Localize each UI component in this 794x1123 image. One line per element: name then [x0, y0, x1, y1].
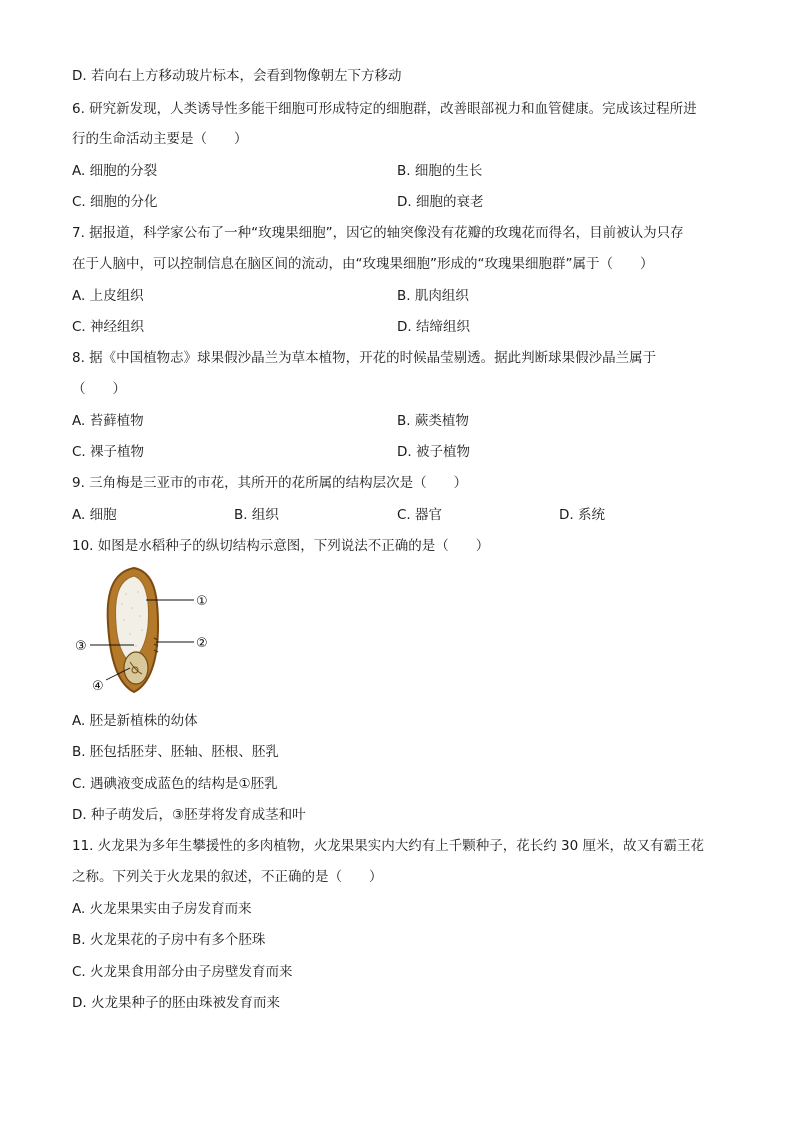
q11-option-c: C. 火龙果食用部分由子房壁发育而来: [72, 964, 293, 980]
q6-option-a: A. 细胞的分裂: [72, 163, 158, 179]
q11-option-b: B. 火龙果花的子房中有多个胚珠: [72, 932, 266, 948]
q7-option-b: B. 肌肉组织: [397, 288, 469, 304]
q9-option-c: C. 器官: [397, 507, 443, 523]
q9-option-d: D. 系统: [559, 507, 605, 523]
q7-option-d: D. 结缔组织: [397, 319, 470, 335]
q8-stem-line1: 8. 据《中国植物志》球果假沙晶兰为草本植物，开花的时候晶莹剔透。据此判断球果假沙晶兰属于: [72, 350, 657, 366]
label-1: ①: [196, 594, 208, 609]
q9-option-a: A. 细胞: [72, 507, 117, 523]
rice-seed-diagram: [72, 564, 222, 696]
q11-option-a: A. 火龙果果实由子房发育而来: [72, 901, 252, 917]
q5-option-d: D. 若向右上方移动玻片标本，会看到物像朝左下方移动: [72, 68, 402, 84]
seed-embryo: [124, 652, 148, 684]
q11-stem-line2: 之称。下列关于火龙果的叙述，不正确的是（ ）: [72, 869, 383, 885]
q9-option-b: B. 组织: [234, 507, 279, 523]
q10-stem: 10. 如图是水稻种子的纵切结构示意图，下列说法不正确的是（ ）: [72, 538, 490, 554]
label-2: ②: [196, 636, 208, 651]
q6-option-b: B. 细胞的生长: [397, 163, 483, 179]
q8-option-a: A. 苔藓植物: [72, 413, 144, 429]
q11-option-d: D. 火龙果种子的胚由珠被发育而来: [72, 995, 280, 1011]
q8-stem-line2: （ ）: [72, 381, 126, 397]
q10-option-d: D. 种子萌发后，③胚芽将发育成茎和叶: [72, 807, 306, 823]
q9-stem: 9. 三角梅是三亚市的市花，其所开的花所属的结构层次是（ ）: [72, 475, 468, 491]
label-4: ④: [92, 679, 104, 694]
q10-option-a: A. 胚是新植株的幼体: [72, 713, 198, 729]
q6-option-c: C. 细胞的分化: [72, 194, 158, 210]
q6-stem-line2: 行的生命活动主要是（ ）: [72, 131, 248, 147]
q8-option-b: B. 蕨类植物: [397, 413, 469, 429]
label-3: ③: [75, 639, 87, 654]
q7-option-a: A. 上皮组织: [72, 288, 144, 304]
q6-stem-line1: 6. 研究新发现，人类诱导性多能干细胞可形成特定的细胞群，改善眼部视力和血管健康。完成该过程所进: [72, 101, 697, 117]
q7-stem-line2: 在于人脑中，可以控制信息在脑区间的流动，由“玫瑰果细胞”形成的“玫瑰果细胞群”属于（ ）: [72, 256, 654, 272]
q10-option-b: B. 胚包括胚芽、胚轴、胚根、胚乳: [72, 744, 279, 760]
q8-option-c: C. 裸子植物: [72, 444, 145, 460]
q8-option-d: D. 被子植物: [397, 444, 470, 460]
q11-stem-line1: 11. 火龙果为多年生攀援性的多肉植物，火龙果果实内大约有上千颗种子，花长约 30 厘米，故又有霸王花: [72, 838, 705, 854]
q7-stem-line1: 7. 据报道，科学家公布了一种“玫瑰果细胞”，因它的轴突像没有花瓣的玫瑰花而得名，目前被认为只存: [72, 225, 684, 241]
q10-option-c: C. 遇碘液变成蓝色的结构是①胚乳: [72, 776, 278, 792]
q6-option-d: D. 细胞的衰老: [397, 194, 484, 210]
q7-option-c: C. 神经组织: [72, 319, 145, 335]
